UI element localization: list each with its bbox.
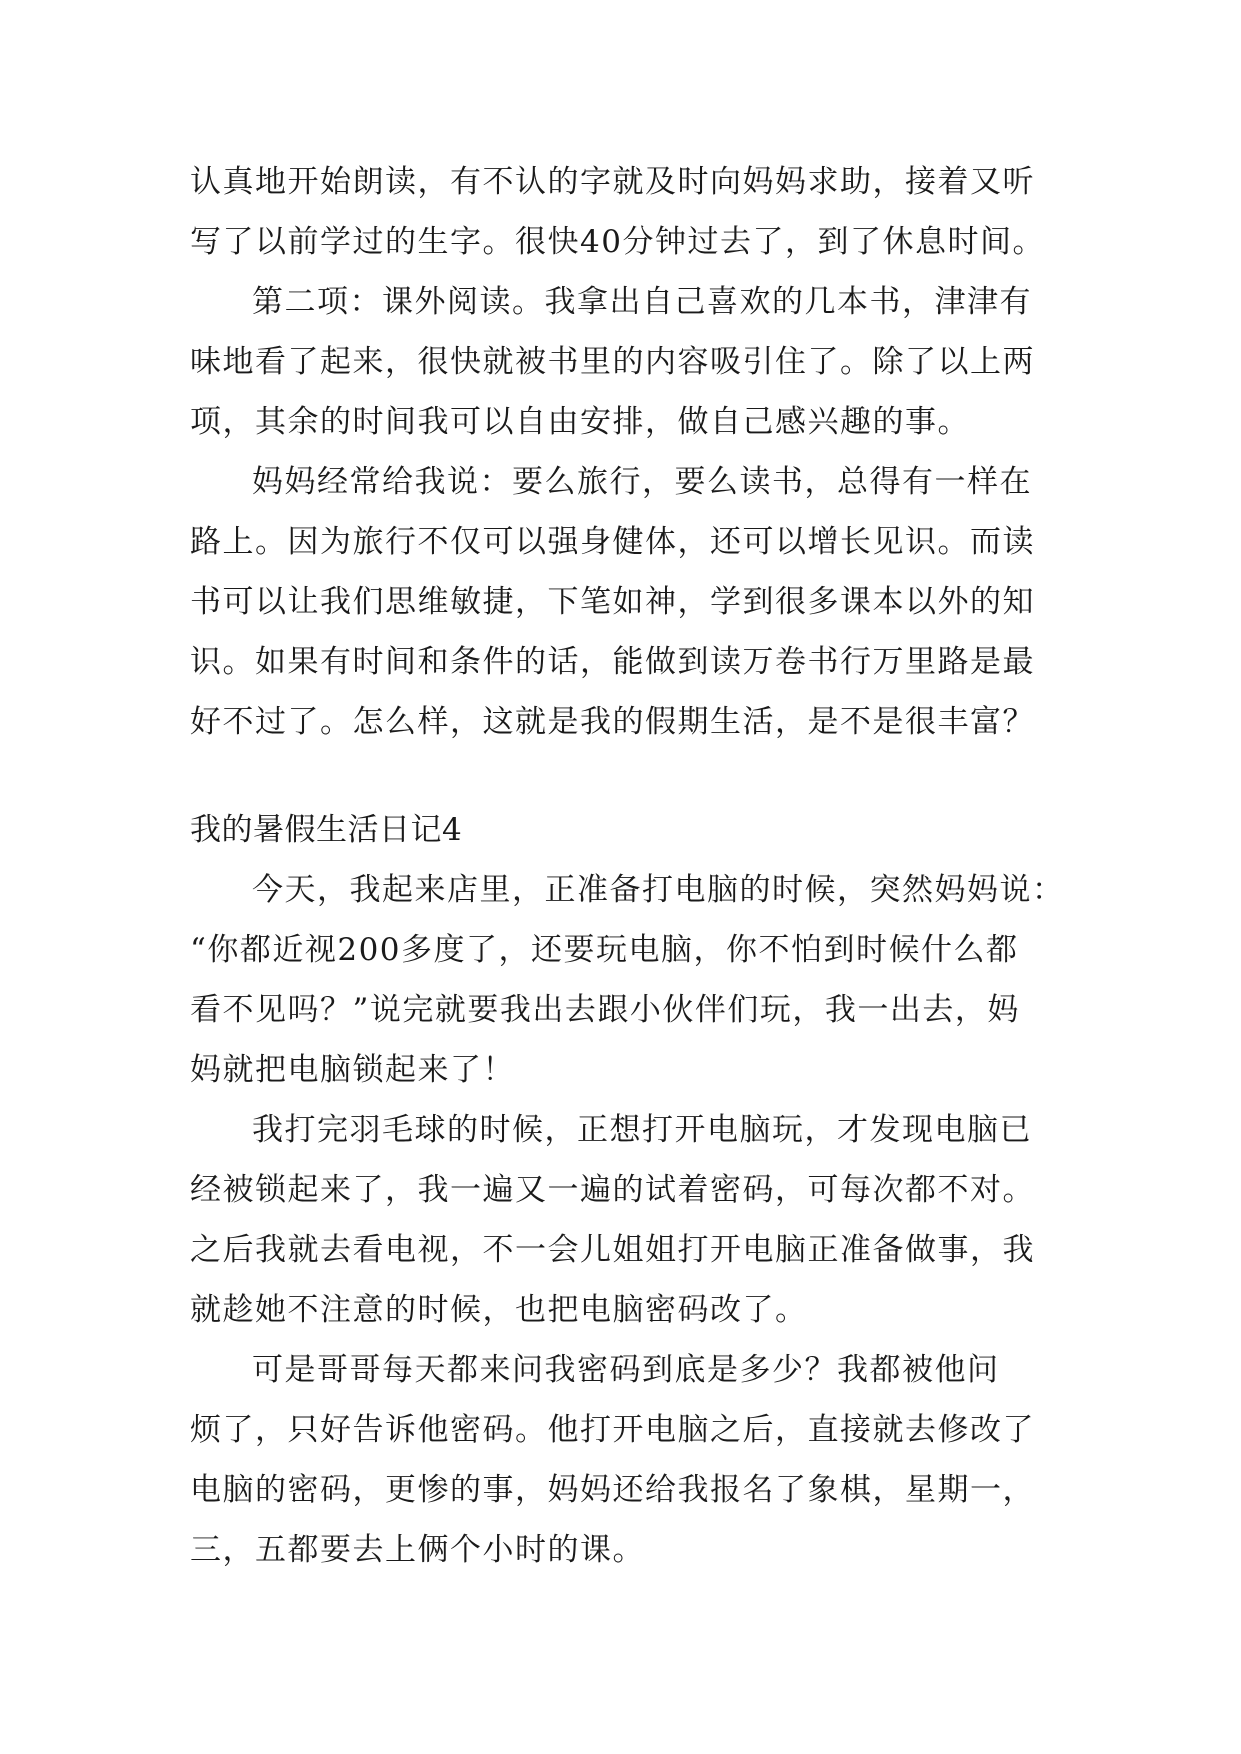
text-line: “你都近视200多度了，还要玩电脑，你不怕到时候什么都 <box>190 932 1019 968</box>
text-line: 写了以前学过的生字。很快40分钟过去了，到了休息时间。 <box>190 224 1045 260</box>
text-line: 经被锁起来了，我一遍又一遍的试着密码，可每次都不对。 <box>190 1172 1035 1208</box>
text-line: 之后我就去看电视，不一会儿姐姐打开电脑正准备做事，我 <box>190 1232 1035 1268</box>
text-line: 烦了，只好告诉他密码。他打开电脑之后，直接就去修改了 <box>190 1412 1035 1448</box>
text-line: 好不过了。怎么样，这就是我的假期生活，是不是很丰富？ <box>190 704 1035 740</box>
text-line: 认真地开始朗读，有不认的字就及时向妈妈求助，接着又听 <box>190 164 1035 200</box>
text-line: 味地看了起来，很快就被书里的内容吸引住了。除了以上两 <box>190 344 1035 380</box>
text-line: 路上。因为旅行不仅可以强身健体，还可以增长见识。而读 <box>190 524 1035 560</box>
text-line: 项，其余的时间我可以自由安排，做自己感兴趣的事。 <box>190 404 970 440</box>
text-line: 三，五都要去上俩个小时的课。 <box>190 1532 645 1568</box>
text-line: 就趁她不注意的时候，也把电脑密码改了。 <box>190 1292 808 1328</box>
text-line: 电脑的密码，更惨的事，妈妈还给我报名了象棋，星期一， <box>190 1472 1035 1508</box>
paragraph-start-line: 我打完羽毛球的时候，正想打开电脑玩，才发现电脑已 <box>252 1112 1032 1148</box>
paragraph-start-line: 第二项：课外阅读。我拿出自己喜欢的几本书，津津有 <box>252 284 1032 320</box>
text-line: 妈就把电脑锁起来了！ <box>190 1052 515 1088</box>
paragraph-start-line: 今天，我起来店里，正准备打电脑的时候，突然妈妈说： <box>252 872 1065 908</box>
paragraph-start-line: 妈妈经常给我说：要么旅行，要么读书，总得有一样在 <box>252 464 1032 500</box>
text-line: 看不见吗？”说完就要我出去跟小伙伴们玩，我一出去，妈 <box>190 992 1020 1028</box>
text-line: 识。如果有时间和条件的话，能做到读万卷书行万里路是最 <box>190 644 1035 680</box>
text-line: 书可以让我们思维敏捷，下笔如神，学到很多课本以外的知 <box>190 584 1035 620</box>
paragraph-start-line: 可是哥哥每天都来问我密码到底是多少？我都被他问 <box>252 1352 1000 1388</box>
section-heading: 我的暑假生活日记4 <box>190 812 463 848</box>
